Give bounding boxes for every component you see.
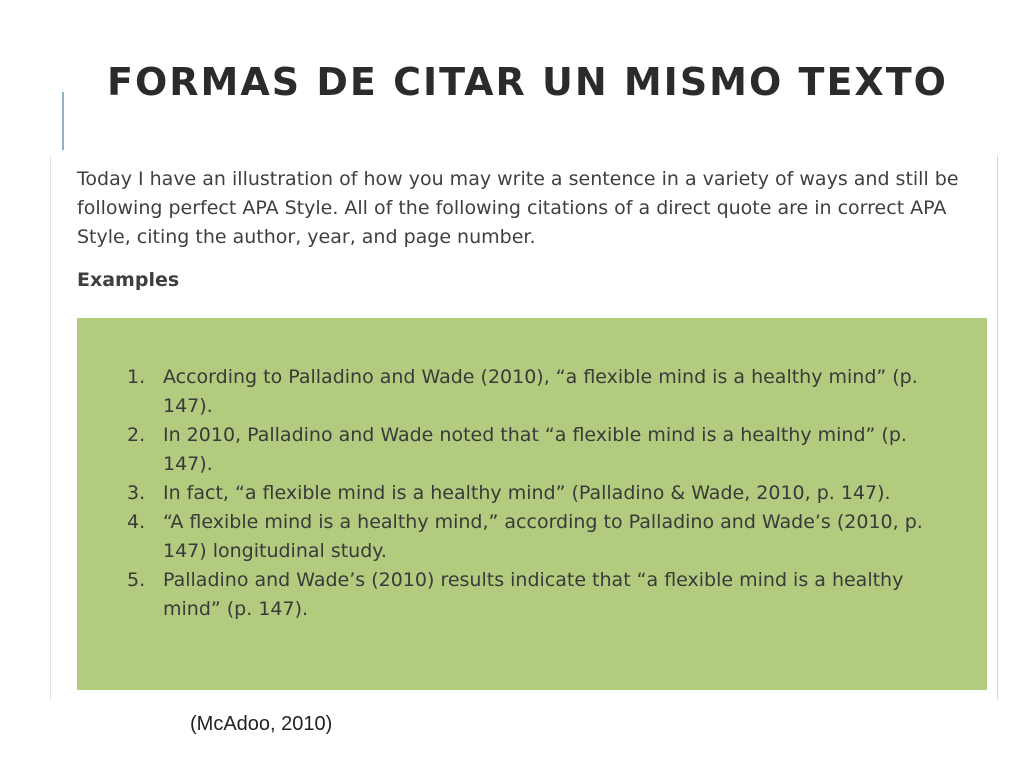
example-text: Palladino and Wade’s (2010) results indicate that “a flexible mind is a healthy mind” (p. 147). [163, 569, 904, 620]
example-number: 2. [127, 424, 146, 446]
examples-box [77, 318, 987, 690]
example-number: 5. [127, 569, 146, 591]
example-number: 1. [127, 366, 146, 388]
examples-list [127, 363, 939, 624]
source-citation: (McAdoo, 2010) [190, 713, 333, 735]
example-text: In 2010, Palladino and Wade noted that “a flexible mind is a healthy mind” (p. 147). [163, 424, 907, 475]
example-item [127, 363, 939, 421]
embedded-screenshot [50, 155, 998, 700]
example-text: In fact, “a flexible mind is a healthy mind” (Palladino & Wade, 2010, p. 147). [163, 482, 891, 504]
examples-heading: Examples [77, 269, 180, 291]
example-item [127, 566, 939, 624]
example-number: 4. [127, 511, 146, 533]
slide-title: FORMAS DE CITAR UN MISMO TEXTO [107, 60, 948, 104]
title-accent-line [62, 92, 64, 150]
intro-paragraph: Today I have an illustration of how you may write a sentence in a variety of ways and still be following perfect APA Style. All of the following citations of a direct quote are in correct APA Style, citing the author, year, and page number. [77, 168, 959, 248]
example-item [127, 508, 939, 566]
example-number: 3. [127, 482, 146, 504]
example-text: According to Palladino and Wade (2010), “a flexible mind is a healthy mind” (p. 147). [163, 366, 918, 417]
example-item [127, 421, 939, 479]
example-item [127, 479, 939, 508]
example-text: “A flexible mind is a healthy mind,” according to Palladino and Wade’s (2010, p. 147) longitudinal study. [163, 511, 923, 562]
